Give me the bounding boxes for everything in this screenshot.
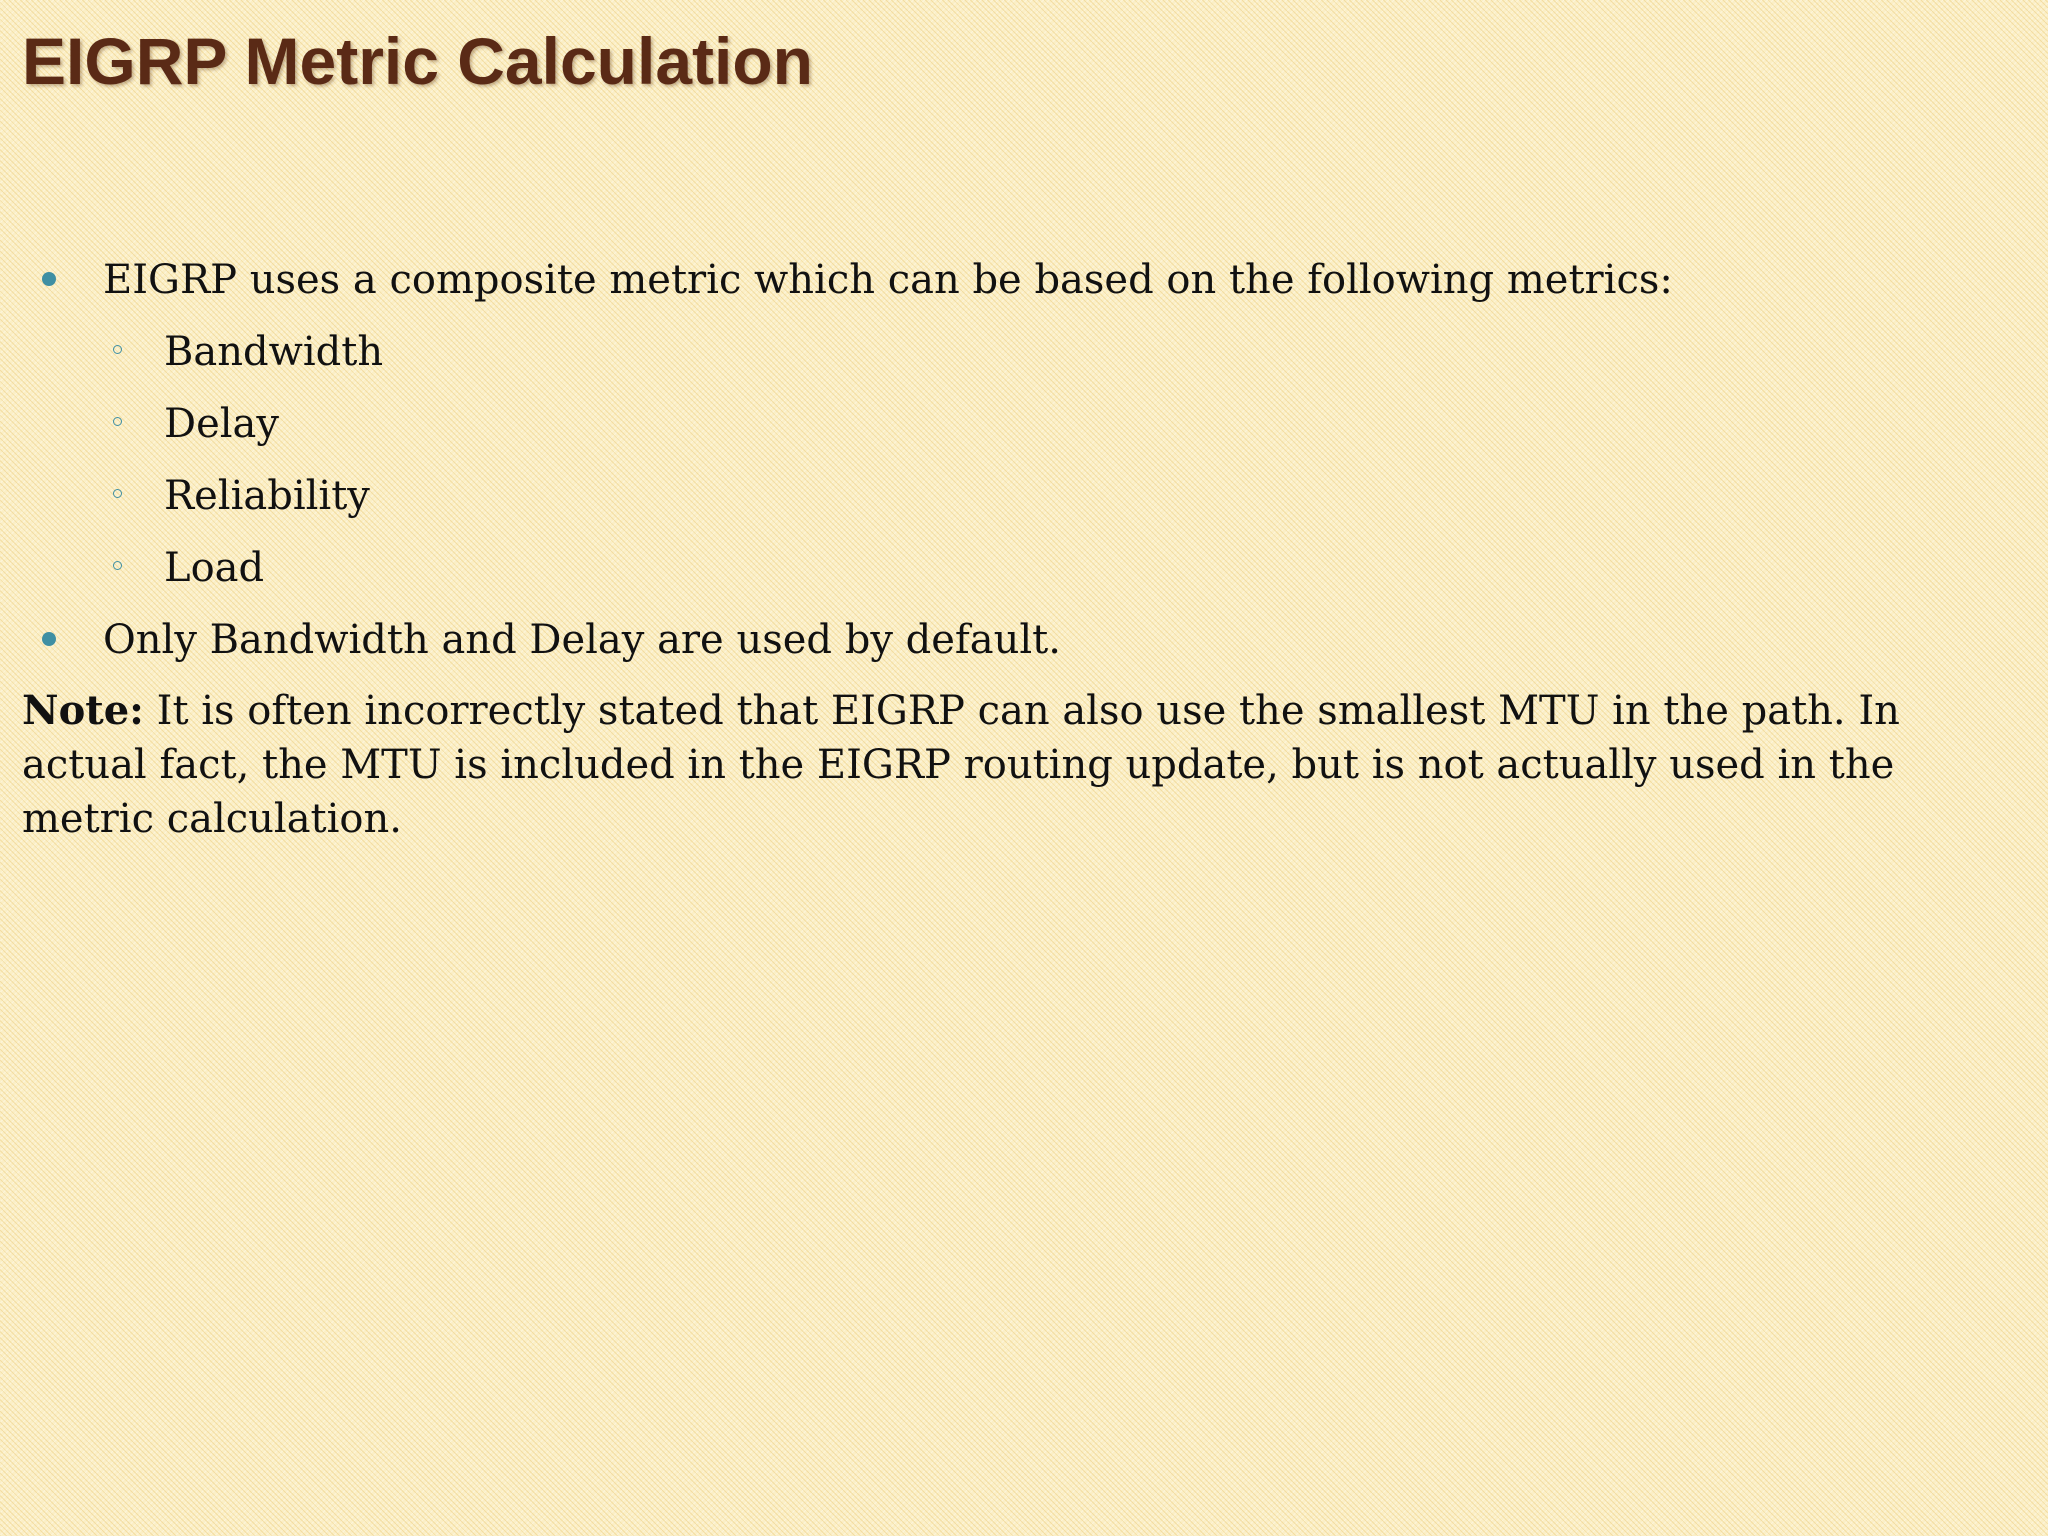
sub-bullet-item <box>22 540 2012 612</box>
hollow-circle-bullet-icon <box>113 489 122 498</box>
hollow-circle-bullet-icon <box>113 345 122 354</box>
slide-title: EIGRP Metric Calculation <box>22 24 813 98</box>
bullet-text: EIGRP uses a composite metric which can be based on the following metrics: <box>103 257 1673 303</box>
bullet-item <box>22 252 2012 324</box>
hollow-circle-bullet-icon <box>113 417 122 426</box>
filled-circle-bullet-icon <box>42 632 56 646</box>
note-text: It is often incorrectly stated that EIGRP can also use the smallest MTU in the path. In actual fact, the MTU is included in the EIGRP routing update, but is not actually used in the metric calculation. <box>22 688 1900 842</box>
bullet-item <box>22 612 2012 684</box>
sub-bullet-text: Reliability <box>164 473 370 519</box>
note-label: Note: <box>22 687 144 734</box>
filled-circle-bullet-icon <box>42 272 56 286</box>
sub-bullet-item <box>22 324 2012 396</box>
slide-content <box>22 252 2012 886</box>
sub-bullet-item <box>22 396 2012 468</box>
bullet-text: Only Bandwidth and Delay are used by default. <box>103 617 1061 663</box>
hollow-circle-bullet-icon <box>113 561 122 570</box>
sub-bullet-text: Delay <box>164 401 279 447</box>
sub-bullet-item <box>22 468 2012 540</box>
note-paragraph <box>22 684 2012 846</box>
sub-bullet-text: Bandwidth <box>164 329 384 375</box>
sub-bullet-text: Load <box>164 545 265 591</box>
